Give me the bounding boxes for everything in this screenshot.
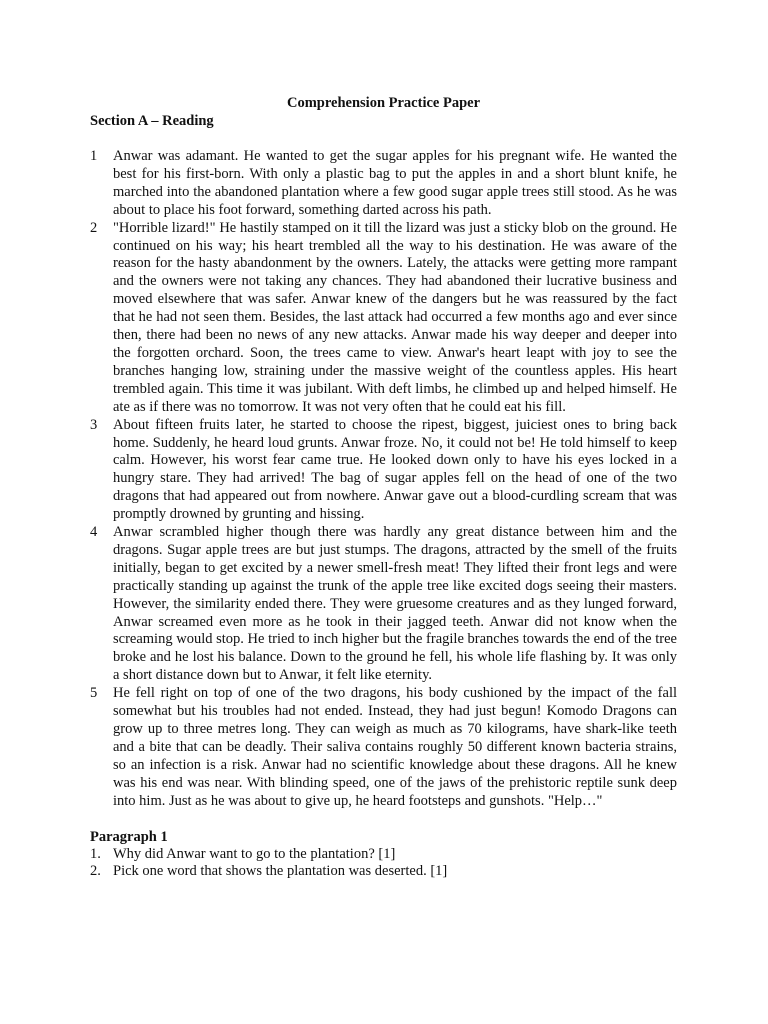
paragraph-text: He fell right on top of one of the two dragons, his body cushioned by the impact of the fall somewhat but his troubles had not ended. Instead, they had just begun! Komodo Dragons can grow up to three metres long. They can weigh as much as 70 kilograms, have shark-like teeth and a bite that can be deadly. Their saliva contains roughly 50 different known bacteria strains, so an infection is a risk. Anwar had no scientific knowledge about these dragons. All he knew was his end was near. With blinding speed, one of the jaws of the prehistoric reptile sunk deep into him. Just as he was about to give up, he heard footsteps and gunshots. "Help…" xyxy=(113,685,677,809)
question-text: Why did Anwar want to go to the plantation? [1] xyxy=(113,845,396,862)
question-list xyxy=(90,846,677,882)
section-heading: Section A – Reading xyxy=(90,113,214,129)
question-item xyxy=(90,863,677,881)
document-page xyxy=(90,94,677,881)
passage-paragraph-3 xyxy=(90,417,677,524)
paragraph-number: 5 xyxy=(90,685,98,702)
passage-paragraph-2 xyxy=(90,220,677,417)
paragraph-text: "Horrible lizard!" He hastily stamped on it till the lizard was just a sticky blob on the ground. He continued on his way; his heart trembled all the way to his destination. He was aware of the reason for the hasty abandonment by the owners. Lately, the attacks were getting more rampant and the owners were not taking any chances. They had abandoned their lucrative business and moved elsewhere that was safer. Anwar knew of the dangers but he was reassured by the fact that he had not seen them. Besides, the last attack had occurred a few months ago and ever since then, there had been no news of any new attacks. Anwar made his way deeper and deeper into the forgotten orchard. Soon, the trees came to view. Anwar's heart leapt with joy to see the branches hanging low, straining under the massive weight of the countless apples. His heart trembled again. This time it was jubilant. With deft limbs, he climbed up and helped himself. He ate as if there was no tomorrow. It was not very often that he could eat his fill. xyxy=(113,219,677,415)
questions-heading: Paragraph 1 xyxy=(90,828,168,845)
page-title: Comprehension Practice Paper xyxy=(286,95,481,111)
paragraph-text: Anwar was adamant. He wanted to get the sugar apples for his pregnant wife. He wanted the best for his first-born. With only a plastic bag to put the apples in and a short blunt knife, he marched into the abandoned plantation where a few good sugar apple trees still stood. As he was about to place his foot forward, something darted across his path. xyxy=(113,148,677,218)
paragraph-number: 2 xyxy=(90,219,98,236)
paragraph-text: Anwar scrambled higher though there was hardly any great distance between him and the dragons. Sugar apple trees are but just stumps. The dragons, attracted by the smell of the fruits initially, began to get excited by a newer smell-fresh meat! They lifted their front legs and were practically standing up against the trunk of the apple tree like excited dogs seeing their masters. However, the similarity ended there. They were gruesome creatures and as they lunged forward, Anwar screamed even more as he took in their jagged teeth. Anwar did not know when the screaming would stop. He tried to inch higher but the fragile branches towards the end of the tree broke and he lost his balance. Down to the ground he fell, his whole life flashing by. It was only a short distance down but to Anwar, it felt like eternity. xyxy=(113,524,677,684)
paragraph-number: 3 xyxy=(90,416,98,433)
reading-passage xyxy=(90,148,677,811)
passage-paragraph-5 xyxy=(90,685,677,810)
passage-paragraph-4 xyxy=(90,524,677,685)
question-text: Pick one word that shows the plantation was deserted. [1] xyxy=(113,863,448,880)
question-item xyxy=(90,846,677,864)
paragraph-number: 1 xyxy=(90,148,98,164)
paragraph-number: 4 xyxy=(90,524,98,541)
question-number: 2. xyxy=(90,863,101,880)
question-number: 1. xyxy=(90,845,101,862)
paragraph-text: About fifteen fruits later, he started to choose the ripest, biggest, juiciest ones to bring back home. Suddenly, he heard loud grunts. Anwar froze. No, it could not be! He told himself to keep calm. However, his worst fear came true. He looked down only to have his eyes locked in a hungry stare. They had arrived! The bag of sugar apples fell on the head of one of the two dragons that had appeared out from nowhere. Anwar gave out a blood-curdling scream that was promptly drowned by grunting and hissing. xyxy=(113,416,677,523)
passage-paragraph-1 xyxy=(90,148,677,220)
